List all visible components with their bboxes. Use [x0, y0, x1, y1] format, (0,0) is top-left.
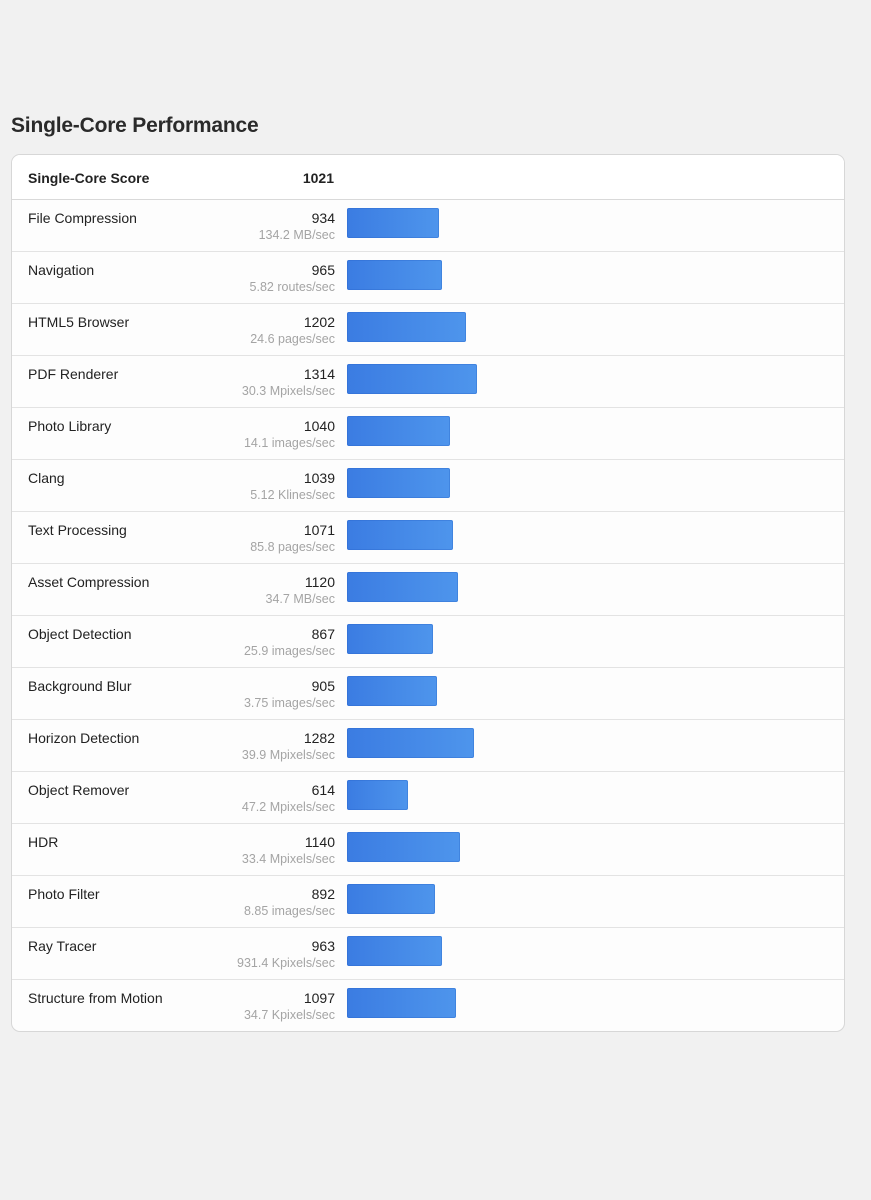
benchmark-bar	[347, 312, 466, 342]
benchmark-bar	[347, 780, 408, 810]
benchmark-throughput: 3.75 images/sec	[243, 696, 335, 710]
benchmark-bar	[347, 624, 433, 654]
benchmark-score: 963	[311, 938, 335, 954]
benchmark-score: 1120	[304, 574, 335, 590]
benchmark-bar	[347, 884, 435, 914]
benchmark-score: 934	[311, 210, 335, 226]
benchmark-name: HTML5 Browser	[28, 314, 130, 330]
benchmark-row	[12, 824, 844, 876]
benchmark-row	[12, 460, 844, 512]
benchmark-throughput: 30.3 Mpixels/sec	[241, 384, 335, 398]
benchmark-score: 905	[311, 678, 335, 694]
benchmark-name: PDF Renderer	[28, 366, 119, 382]
benchmark-throughput: 85.8 pages/sec	[250, 540, 335, 554]
benchmark-throughput: 39.9 Mpixels/sec	[241, 748, 335, 762]
benchmark-bar	[347, 520, 453, 550]
benchmark-row	[12, 876, 844, 928]
benchmark-throughput: 34.7 MB/sec	[265, 592, 335, 606]
benchmark-name: Structure from Motion	[28, 990, 163, 1006]
benchmark-throughput: 24.6 pages/sec	[250, 332, 335, 346]
benchmark-name: Ray Tracer	[28, 938, 97, 954]
benchmark-throughput: 33.4 Mpixels/sec	[241, 852, 335, 866]
benchmark-score: 1040	[303, 418, 335, 434]
benchmark-bar	[347, 832, 460, 862]
benchmark-score: 1202	[303, 314, 335, 330]
benchmark-name: HDR	[28, 834, 59, 850]
benchmark-name: Object Detection	[28, 626, 132, 642]
benchmark-list	[12, 200, 844, 1031]
benchmark-throughput: 47.2 Mpixels/sec	[241, 800, 335, 814]
benchmark-row	[12, 720, 844, 772]
benchmark-name: File Compression	[28, 210, 137, 226]
benchmark-score: 1282	[303, 730, 335, 746]
benchmark-row	[12, 356, 844, 408]
benchmark-row	[12, 408, 844, 460]
benchmark-row	[12, 304, 844, 356]
benchmark-score: 1140	[304, 834, 335, 850]
benchmark-bar	[347, 260, 442, 290]
benchmark-row	[12, 564, 844, 616]
benchmark-throughput: 8.85 images/sec	[243, 904, 335, 918]
benchmark-score: 1097	[303, 990, 335, 1006]
benchmark-bar	[347, 572, 458, 602]
benchmark-row	[12, 512, 844, 564]
benchmark-score: 892	[311, 886, 335, 902]
benchmark-name: Photo Library	[28, 418, 112, 434]
section-title: Single-Core Performance	[11, 114, 259, 137]
benchmark-throughput: 5.12 Klines/sec	[250, 488, 335, 502]
benchmark-bar	[347, 416, 450, 446]
benchmark-row	[12, 668, 844, 720]
benchmark-bar	[347, 728, 474, 758]
single-core-score-row	[12, 155, 844, 200]
benchmark-name: Text Processing	[28, 522, 127, 538]
benchmark-throughput: 14.1 images/sec	[243, 436, 335, 450]
benchmark-table	[11, 154, 845, 1032]
benchmark-bar	[347, 676, 437, 706]
benchmark-name: Navigation	[28, 262, 95, 278]
benchmark-name: Horizon Detection	[28, 730, 140, 746]
benchmark-name: Object Remover	[28, 782, 130, 798]
benchmark-score: 1071	[303, 522, 335, 538]
benchmark-score: 1039	[303, 470, 335, 486]
score-label: Single-Core Score	[28, 170, 150, 186]
benchmark-throughput: 25.9 images/sec	[243, 644, 335, 658]
benchmark-throughput: 5.82 routes/sec	[249, 280, 335, 294]
benchmark-row	[12, 772, 844, 824]
benchmark-score: 614	[311, 782, 335, 798]
benchmark-score: 1314	[303, 366, 335, 382]
benchmark-bar	[347, 468, 450, 498]
score-value: 1021	[302, 170, 334, 186]
benchmark-bar	[347, 988, 456, 1018]
benchmark-bar	[347, 208, 439, 238]
benchmark-row	[12, 616, 844, 668]
benchmark-row	[12, 928, 844, 980]
benchmark-name: Clang	[28, 470, 65, 486]
benchmark-bar	[347, 936, 442, 966]
benchmark-row	[12, 980, 844, 1031]
benchmark-name: Background Blur	[28, 678, 132, 694]
benchmark-name: Photo Filter	[28, 886, 100, 902]
benchmark-bar	[347, 364, 477, 394]
benchmark-row	[12, 200, 844, 252]
benchmark-row	[12, 252, 844, 304]
benchmark-throughput: 34.7 Kpixels/sec	[243, 1008, 335, 1022]
benchmark-score: 965	[311, 262, 335, 278]
benchmark-throughput: 931.4 Kpixels/sec	[237, 956, 335, 970]
benchmark-score: 867	[311, 626, 335, 642]
benchmark-throughput: 134.2 MB/sec	[258, 228, 335, 242]
benchmark-name: Asset Compression	[28, 574, 150, 590]
